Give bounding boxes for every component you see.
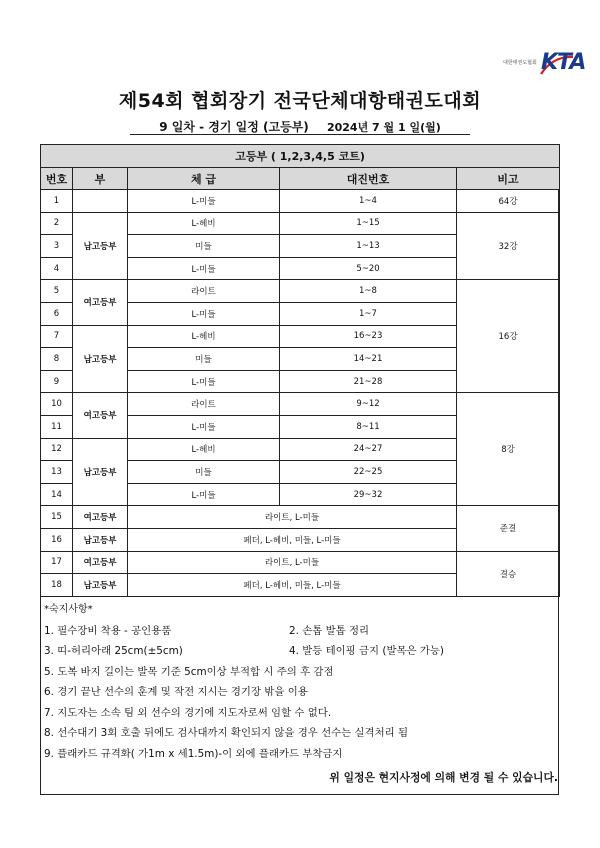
cell-note: 32강 — [457, 212, 560, 280]
col-header-note: 비고 — [457, 168, 560, 190]
cell-weight: 미들 — [128, 235, 280, 258]
cell-number: 10 — [41, 393, 73, 416]
cell-division: 남고등부 — [73, 325, 128, 393]
cell-number: 18 — [41, 574, 73, 597]
cell-match: 29~32 — [280, 483, 457, 506]
cell-match: 14~21 — [280, 348, 457, 371]
col-header-number: 번호 — [41, 168, 73, 190]
cell-match: 8~11 — [280, 415, 457, 438]
cell-match: 1~15 — [280, 212, 457, 235]
cell-number: 11 — [41, 415, 73, 438]
cell-division: 여고등부 — [73, 393, 128, 438]
cell-match: 24~27 — [280, 438, 457, 461]
footer-notice: 위 일정은 현지사정에 의해 변경 될 수 있습니다. — [329, 771, 558, 784]
cell-note: 16강 — [457, 280, 560, 393]
cell-combined-weights: 라이트, L-미들 — [128, 551, 457, 574]
page-subtitle — [0, 118, 600, 135]
cell-number: 14 — [41, 483, 73, 506]
note-line — [44, 621, 559, 642]
col-header-division: 부 — [73, 168, 128, 190]
cell-division: 여고등부 — [73, 506, 128, 529]
subtitle-main: 9 일차 - 경기 일정 (고등부) — [159, 120, 309, 134]
cell-number: 3 — [41, 235, 73, 258]
cell-number: 7 — [41, 325, 73, 348]
group-header: 고등부 ( 1,2,3,4,5 코트) — [41, 145, 560, 168]
cell-division: 남고등부 — [73, 438, 128, 506]
cell-number: 4 — [41, 257, 73, 280]
cell-number: 5 — [41, 280, 73, 303]
notes-section — [44, 600, 559, 764]
note-item: 7. 지도자는 소속 팀 외 선수의 경기에 지도자로써 임할 수 없다. — [44, 706, 332, 719]
cell-weight: 라이트 — [128, 393, 280, 416]
cell-match: 16~23 — [280, 325, 457, 348]
cell-number: 12 — [41, 438, 73, 461]
note-item: 1. 필수장비 착용 - 공인용품 — [44, 624, 172, 637]
cell-division: 여고등부 — [73, 551, 128, 574]
note-item: 8. 선수대기 3회 호출 뒤에도 검사대까지 확인되지 않을 경우 선수는 실격처리 됨 — [44, 727, 409, 739]
cell-match: 22~25 — [280, 461, 457, 484]
cell-number: 15 — [41, 506, 73, 529]
cell-match: 21~28 — [280, 370, 457, 393]
cell-weight: 미들 — [128, 348, 280, 371]
note-item: 5. 도복 바지 길이는 발목 기준 5cm이상 부적합 시 주의 후 감점 — [44, 665, 334, 678]
table-row — [41, 393, 560, 416]
cell-division — [73, 190, 128, 213]
cell-division: 남고등부 — [73, 528, 128, 551]
note-line — [44, 641, 559, 662]
cell-weight: L-미들 — [128, 415, 280, 438]
cell-number: 6 — [41, 302, 73, 325]
table-row — [41, 551, 560, 574]
cell-combined-weights: 페더, L-헤비, 미들, L-미들 — [128, 574, 457, 597]
note-item: 6. 경기 끝난 선수의 훈계 및 작전 지시는 경기장 밖을 이용 — [44, 686, 308, 698]
cell-match: 1~8 — [280, 280, 457, 303]
subtitle-date: 2024년 7 월 1 일(월) — [326, 121, 441, 134]
cell-weight: L-헤비 — [128, 325, 280, 348]
col-header-match: 대진번호 — [280, 168, 457, 190]
notes-heading: *숙지사항* — [44, 604, 93, 615]
logo-subtext: 대한태권도협회 — [503, 60, 537, 66]
cell-number: 2 — [41, 212, 73, 235]
cell-number: 8 — [41, 348, 73, 371]
cell-note: 64강 — [457, 190, 560, 213]
cell-division: 여고등부 — [73, 280, 128, 325]
cell-note: 준결 — [457, 506, 560, 551]
page-title: 제54회 협회장기 전국단체대항태권도대회 — [118, 90, 482, 112]
note-item: 3. 띠-허리아래 25cm(±5cm) — [44, 645, 183, 657]
cell-weight: L-미들 — [128, 257, 280, 280]
cell-number: 16 — [41, 528, 73, 551]
cell-weight: 미들 — [128, 461, 280, 484]
cell-combined-weights: 페더, L-헤비, 미들, L-미들 — [128, 528, 457, 551]
subtitle-underline — [130, 134, 470, 135]
table-row — [41, 212, 560, 235]
logo-mark: KTA — [541, 50, 586, 75]
cell-weight: L-미들 — [128, 370, 280, 393]
table-row — [41, 190, 560, 213]
table-row — [41, 506, 560, 529]
cell-weight: L-미들 — [128, 190, 280, 213]
table-row — [41, 280, 560, 303]
cell-weight: L-미들 — [128, 483, 280, 506]
cell-match: 1~7 — [280, 302, 457, 325]
cell-weight: L-헤비 — [128, 212, 280, 235]
cell-number: 13 — [41, 461, 73, 484]
kta-logo — [503, 50, 586, 80]
cell-weight: 라이트 — [128, 280, 280, 303]
col-header-weight: 체 급 — [128, 168, 280, 190]
cell-weight: L-미들 — [128, 302, 280, 325]
cell-division: 남고등부 — [73, 212, 128, 280]
cell-match: 9~12 — [280, 393, 457, 416]
note-item: 9. 플래카드 규격화( 가1m x 세1.5m)-이 외에 플래카드 부착금지 — [44, 747, 343, 760]
note-item: 4. 발등 테이핑 금지 (발목은 가능) — [289, 645, 444, 657]
cell-number: 9 — [41, 370, 73, 393]
cell-weight: L-헤비 — [128, 438, 280, 461]
cell-match: 5~20 — [280, 257, 457, 280]
cell-note: 결승 — [457, 551, 560, 596]
cell-division: 남고등부 — [73, 574, 128, 597]
cell-match: 1~4 — [280, 190, 457, 213]
cell-note: 8강 — [457, 393, 560, 506]
cell-number: 1 — [41, 190, 73, 213]
cell-combined-weights: 라이트, L-미들 — [128, 506, 457, 529]
schedule-table — [40, 144, 560, 597]
note-item: 2. 손톱 발톱 정리 — [289, 624, 370, 637]
cell-match: 1~13 — [280, 235, 457, 258]
cell-number: 17 — [41, 551, 73, 574]
